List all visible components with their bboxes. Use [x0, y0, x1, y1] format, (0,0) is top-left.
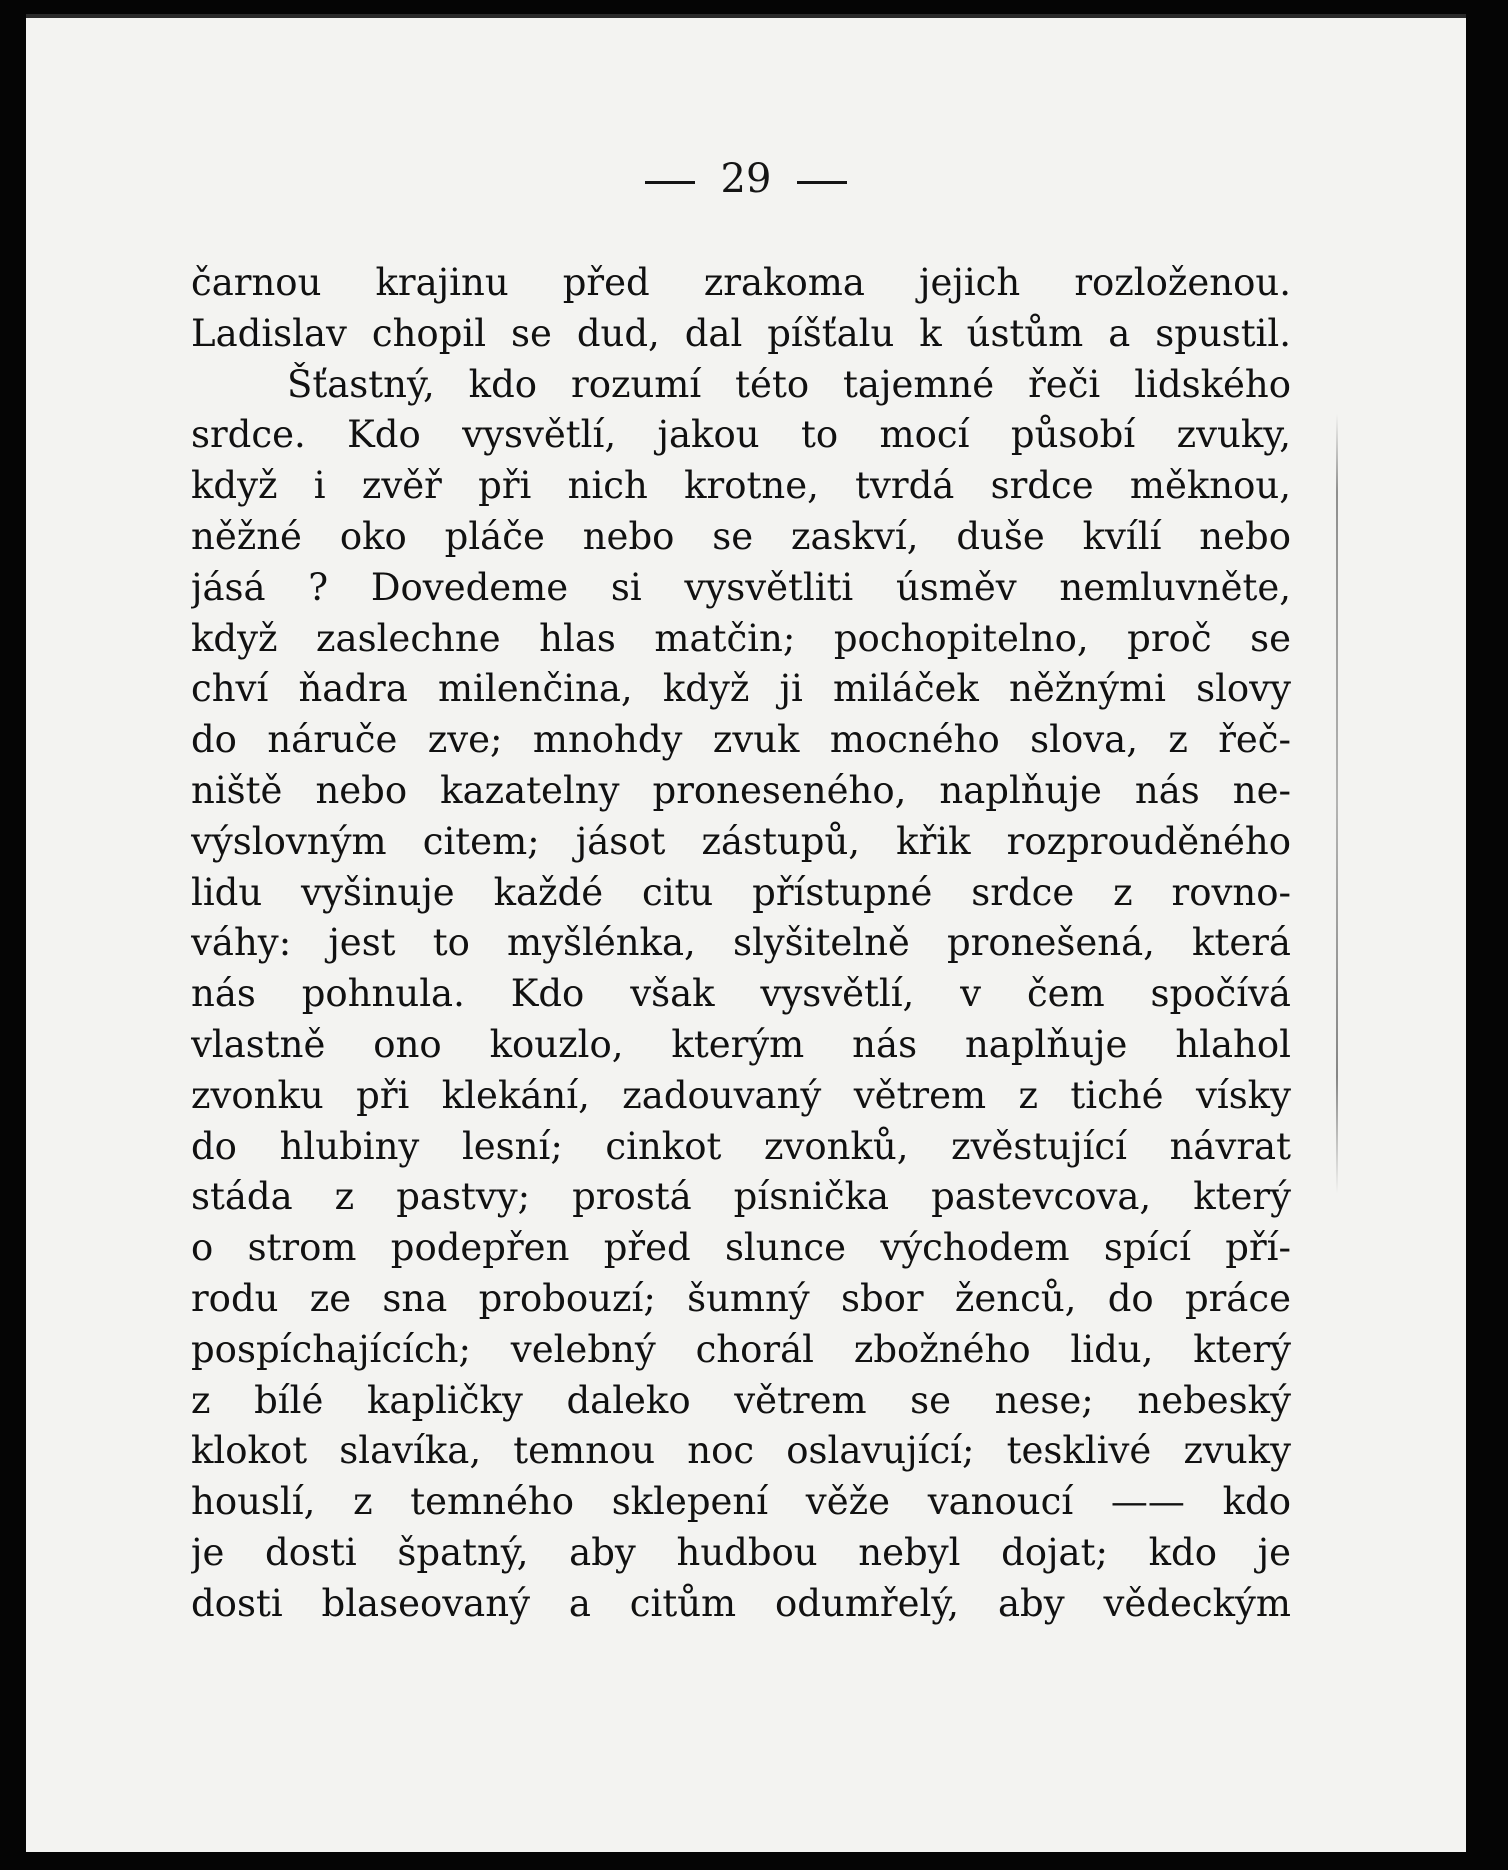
text-line: něžné oko pláče nebo se zaskví, duše kvílí nebo [191, 514, 1291, 558]
left-dash [645, 181, 695, 184]
text-line: pospíchajících; velebný chorál zbožného lidu, který [191, 1327, 1291, 1371]
text-line: z bílé kapličky daleko větrem se nese; nebeský [191, 1378, 1291, 1422]
binding-margin-mark [1336, 414, 1338, 1194]
text-line: nás pohnula. Kdo však vysvětlí, v čem spočívá [191, 972, 1291, 1016]
text-line: dosti blaseovaný a citům odumřelý, aby vědeckým [191, 1581, 1291, 1625]
text-line: jásá ? Dovedeme si vysvětliti úsměv nemluvněte, [191, 565, 1291, 609]
text-line: houslí, z temného sklepení věže vanoucí —— kdo [191, 1480, 1291, 1524]
text-line: čarnou krajinu před zrakoma jejich rozloženou. [191, 261, 1291, 304]
text-line: do náruče zve; mnohdy zvuk mocného slova, z řeč- [191, 718, 1291, 762]
book-page [26, 14, 1466, 1852]
text-line: stáda z pastvy; prostá písnička pastevcova, který [191, 1175, 1291, 1219]
page-top-edge [26, 14, 1466, 18]
text-line: niště nebo kazatelny proneseného, naplňuje nás ne- [191, 768, 1291, 812]
text-line: zvonku při klekání, zadouvaný větrem z tiché vísky [191, 1073, 1291, 1117]
text-line: klokot slavíka, temnou noc oslavující; tesklivé zvuky [191, 1429, 1291, 1473]
text-line: když i zvěř při nich krotne, tvrdá srdce měknou, [191, 464, 1291, 508]
text-line: Šťastný, kdo rozumí této tajemné řeči lidského [287, 362, 1291, 406]
text-line: lidu vyšinuje každé citu přístupné srdce z rovno- [191, 870, 1291, 914]
text-line: Ladislav chopil se dud, dal píšťalu k ústům a spustil. [191, 311, 1291, 355]
text-line: je dosti špatný, aby hudbou nebyl dojat; kdo je [191, 1530, 1291, 1574]
text-line: výslovným citem; jásot zástupů, křik rozprouděného [191, 819, 1291, 863]
text-line: váhy: jest to myšlénka, slyšitelně pronešená, která [191, 921, 1291, 965]
text-line: vlastně ono kouzlo, kterým nás naplňuje hlahol [191, 1022, 1291, 1066]
text-line: chví ňadra milenčina, když ji miláček něžnými slovy [191, 667, 1291, 711]
page-number: 29 [720, 156, 772, 202]
page-number-header [26, 154, 1466, 204]
text-line: když zaslechne hlas matčin; pochopitelno, proč se [191, 616, 1291, 660]
text-line: do hlubiny lesní; cinkot zvonků, zvěstující návrat [191, 1124, 1291, 1168]
right-dash [797, 181, 847, 184]
text-line: srdce. Kdo vysvětlí, jakou to mocí působí zvuky, [191, 413, 1291, 457]
text-line: o strom podepřen před slunce východem spící pří- [191, 1226, 1291, 1270]
body-text [191, 258, 1291, 1630]
text-line: rodu ze sna probouzí; šumný sbor ženců, do práce [191, 1276, 1291, 1320]
